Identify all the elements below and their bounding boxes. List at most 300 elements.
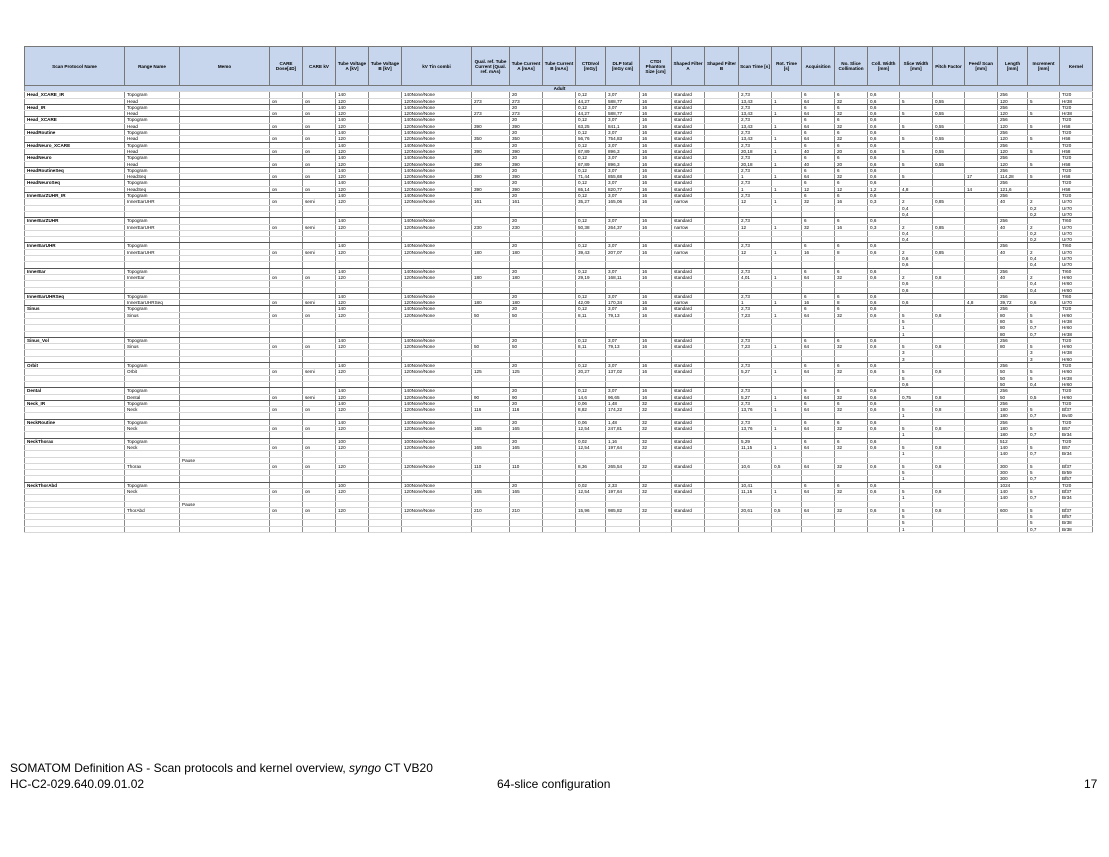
table-cell: 20 (510, 167, 543, 173)
table-cell: 230 (510, 224, 543, 230)
table-cell: 1 (772, 369, 802, 375)
table-cell: 32 (835, 312, 868, 318)
table-cell: 256 (998, 142, 1028, 148)
table-cell: 390 (472, 174, 510, 180)
table-cell: 0,4 (1028, 281, 1060, 287)
table-cell: 13,76 (739, 426, 772, 432)
table-cell: Topogram (125, 180, 180, 186)
table-cell: 3,07 (606, 243, 640, 249)
table-cell: Hr38 (1060, 350, 1093, 356)
table-cell: 2,73 (739, 167, 772, 173)
table-cell: Topogram (125, 482, 180, 488)
table-cell: standard (672, 363, 705, 369)
table-cell (772, 526, 802, 532)
table-cell: 16 (640, 92, 672, 98)
table-cell: 64 (802, 174, 835, 180)
table-cell: 197,64 (606, 489, 640, 495)
table-cell: InnerEarUHRSeq (125, 300, 180, 306)
page-number: 17 (1084, 777, 1098, 791)
table-cell: 6 (802, 293, 835, 299)
table-cell: 0,6 (868, 293, 900, 299)
table-cell: 0,6 (900, 287, 933, 293)
table-cell (640, 526, 672, 532)
table-cell: 0,6 (868, 155, 900, 161)
table-cell: B57 (1060, 444, 1093, 450)
table-cell: on (270, 489, 303, 495)
table-cell: standard (672, 193, 705, 199)
table-cell: 0,6 (868, 489, 900, 495)
table-cell: 6 (802, 142, 835, 148)
table-cell: 1 (772, 98, 802, 104)
table-cell: 20 (510, 92, 543, 98)
table-cell: 32 (835, 444, 868, 450)
table-cell: 0,12 (576, 155, 606, 161)
table-cell: 0,12 (576, 218, 606, 224)
table-cell: 5 (1028, 148, 1060, 154)
table-cell: 16 (640, 167, 672, 173)
table-cell: Tr20 (1060, 155, 1093, 161)
table-cell: 32 (835, 111, 868, 117)
table-cell: 0,6 (868, 136, 900, 142)
table-cell: Topogram (125, 419, 180, 425)
table-cell: 2,73 (739, 155, 772, 161)
table-cell: 3 (1028, 350, 1060, 356)
table-cell: on (270, 136, 303, 142)
table-cell: 6 (835, 337, 868, 343)
table-cell: standard (672, 167, 705, 173)
table-cell: 140 (998, 495, 1028, 501)
table-cell: 121,6 (998, 186, 1028, 192)
table-cell: 0,6 (868, 274, 900, 280)
table-cell: standard (672, 463, 705, 469)
table-cell: Tr20 (1060, 193, 1093, 199)
table-cell: standard (672, 148, 705, 154)
table-cell: 64 (802, 312, 835, 318)
table-cell: 2 (1028, 274, 1060, 280)
table-cell: 6 (835, 438, 868, 444)
table-cell: Bf37 (1060, 489, 1093, 495)
table-cell: 140None/None (402, 193, 472, 199)
table-cell: Neck_IR (25, 400, 125, 406)
table-cell: 3,07 (606, 388, 640, 394)
table-cell (965, 526, 998, 532)
table-cell: Tr20 (1060, 482, 1093, 488)
table-cell: 120None/None (402, 369, 472, 375)
table-cell: 256 (998, 193, 1028, 199)
header-row (25, 47, 1093, 86)
table-cell: Pause (180, 457, 270, 463)
table-cell: 6 (802, 243, 835, 249)
table-cell: H58 (1060, 148, 1093, 154)
footer-title-prefix: SOMATOM Definition AS - Scan protocols and kernel overview, (10, 761, 350, 775)
table-cell: 170,34 (606, 300, 640, 306)
table-cell: 140 (336, 92, 369, 98)
table-cell (606, 526, 640, 532)
table-cell: 0,4 (1028, 381, 1060, 387)
table-cell: 120None/None (402, 394, 472, 400)
table-cell: H58 (1060, 161, 1093, 167)
table-cell: 754,83 (606, 136, 640, 142)
table-cell: 8,82 (576, 407, 606, 413)
table-cell: 35,27 (576, 199, 606, 205)
table-cell: 256 (998, 400, 1028, 406)
table-cell: 5 (1028, 407, 1060, 413)
table-cell: 3,07 (606, 337, 640, 343)
table-cell: 120 (336, 249, 369, 255)
table-cell: 140None/None (402, 117, 472, 123)
table-cell: 2,73 (739, 104, 772, 110)
table-cell: 140 (336, 243, 369, 249)
table-cell: NeckThorAbd (25, 482, 125, 488)
table-cell: 2,73 (739, 130, 772, 136)
table-cell: 0,6 (868, 363, 900, 369)
table-cell: Tr20 (1060, 142, 1093, 148)
footer-title-suffix: CT VB20 (381, 761, 433, 775)
table-cell: 0,5 (772, 507, 802, 513)
table-cell: 40 (998, 224, 1028, 230)
table-cell: 120 (336, 98, 369, 104)
table-cell: 32 (802, 199, 835, 205)
table-cell: 140None/None (402, 337, 472, 343)
table-cell: 8,36 (576, 463, 606, 469)
table-cell: 4,8 (900, 186, 933, 192)
table-cell: 0,6 (868, 249, 900, 255)
table-cell: 2,73 (739, 243, 772, 249)
table-cell: 120 (336, 300, 369, 306)
table-cell: 16 (640, 199, 672, 205)
table-cell: 3,07 (606, 117, 640, 123)
table-cell: HeadSeq (125, 186, 180, 192)
table-cell: 0,2 (1028, 205, 1060, 211)
table-cell: 64 (802, 98, 835, 104)
table-cell: 140None/None (402, 400, 472, 406)
table-cell: 0,2 (1028, 230, 1060, 236)
table-cell: 13,76 (739, 407, 772, 413)
table-cell: 4,8 (965, 300, 998, 306)
table-cell: 180 (998, 413, 1028, 419)
table-cell: on (270, 507, 303, 513)
protocol-table-wrapper (24, 46, 1082, 533)
table-cell: 64 (802, 394, 835, 400)
table-cell: standard (672, 130, 705, 136)
table-cell: 256 (998, 268, 1028, 274)
table-cell: Topogram (125, 388, 180, 394)
table-cell: 5 (1028, 375, 1060, 381)
table-cell: 390 (472, 148, 510, 154)
table-cell: 0,8 (933, 489, 965, 495)
table-cell: standard (672, 111, 705, 117)
table-cell: 256 (998, 363, 1028, 369)
table-cell: 5 (900, 161, 933, 167)
table-cell: 247,81 (606, 426, 640, 432)
table-cell: 0,6 (868, 300, 900, 306)
table-cell (369, 526, 402, 532)
table-cell: Br34 (1060, 495, 1093, 501)
table-cell: Topogram (125, 104, 180, 110)
table-cell: 273 (472, 111, 510, 117)
table-cell: 40 (802, 161, 835, 167)
table-cell: 40 (998, 249, 1028, 255)
table-cell: InnerEarZUHR (25, 218, 125, 224)
table-cell: 256 (998, 117, 1028, 123)
table-cell: 6 (802, 193, 835, 199)
table-cell: 16 (640, 155, 672, 161)
table-cell: 6 (835, 243, 868, 249)
table-cell: 65,14 (576, 186, 606, 192)
table-cell: 32 (835, 344, 868, 350)
table-cell: 140 (998, 451, 1028, 457)
table-cell: 140 (336, 117, 369, 123)
table-cell: 32 (835, 426, 868, 432)
table-cell: 6 (835, 306, 868, 312)
table-cell: 2,73 (739, 142, 772, 148)
table-cell: 3,07 (606, 180, 640, 186)
table-cell: 3,07 (606, 293, 640, 299)
table-cell: 5 (900, 136, 933, 142)
table-cell: on (303, 274, 336, 280)
table-cell: 180 (510, 274, 543, 280)
table-cell: 13,43 (739, 123, 772, 129)
table-cell: 0,6 (868, 268, 900, 274)
table-cell: 120None/None (402, 444, 472, 450)
table-cell: 390 (510, 161, 543, 167)
table-cell: 16 (640, 117, 672, 123)
table-cell: Topogram (125, 306, 180, 312)
table-cell: 140 (336, 268, 369, 274)
table-cell: Hr38 (1060, 375, 1093, 381)
table-cell: Ur70 (1060, 199, 1093, 205)
table-cell: 50,38 (576, 224, 606, 230)
table-cell: standard (672, 400, 705, 406)
table-cell: 56,76 (576, 136, 606, 142)
table-cell: 12,54 (576, 444, 606, 450)
table-cell: 5 (900, 111, 933, 117)
table-cell: 390 (472, 186, 510, 192)
table-cell: 841,1 (606, 123, 640, 129)
table-cell: 3,07 (606, 306, 640, 312)
table-cell: 32 (835, 463, 868, 469)
table-cell: 0,4 (900, 205, 933, 211)
table-cell: InnerEarUHR (125, 249, 180, 255)
table-cell: 3,07 (606, 218, 640, 224)
table-cell: 140None/None (402, 363, 472, 369)
table-cell: 0,6 (900, 300, 933, 306)
table-cell: narrow (672, 249, 705, 255)
table-cell: 820,77 (606, 186, 640, 192)
table-cell: 0,06 (576, 419, 606, 425)
table-cell: Head (125, 98, 180, 104)
table-cell: 16 (640, 136, 672, 142)
table-cell: 32 (640, 400, 672, 406)
table-cell: 120None/None (402, 300, 472, 306)
table-cell: 64 (802, 426, 835, 432)
table-cell: 2,73 (739, 306, 772, 312)
column-header: No. Slice Collimation (835, 47, 868, 86)
table-cell: standard (672, 293, 705, 299)
table-cell: 120 (336, 369, 369, 375)
table-cell: 16 (640, 344, 672, 350)
table-cell: 8,11 (576, 312, 606, 318)
table-cell: 120None/None (402, 123, 472, 129)
table-cell: 120 (998, 148, 1028, 154)
table-cell: Bf37 (1060, 407, 1093, 413)
table-cell: 140None/None (402, 130, 472, 136)
table-cell: 6 (802, 438, 835, 444)
table-cell: 140 (336, 142, 369, 148)
table-cell: 140 (336, 218, 369, 224)
table-cell: 6 (835, 268, 868, 274)
table-cell: 0,55 (933, 98, 965, 104)
table-cell: 100 (336, 482, 369, 488)
table-cell: 5 (900, 507, 933, 513)
table-cell: 1 (772, 148, 802, 154)
table-cell: 64 (802, 274, 835, 280)
table-cell: 16 (802, 249, 835, 255)
table-cell: 5 (900, 426, 933, 432)
table-cell: Hr38 (1060, 98, 1093, 104)
table-cell: 5 (1028, 174, 1060, 180)
table-cell: 2,73 (739, 218, 772, 224)
table-cell: 0,7 (1028, 476, 1060, 482)
table-cell: 8,11 (576, 344, 606, 350)
table-cell: 140None/None (402, 268, 472, 274)
table-cell: 64 (802, 111, 835, 117)
table-cell: 120 (336, 186, 369, 192)
table-cell: 168,11 (606, 274, 640, 280)
table-cell: 120None/None (402, 489, 472, 495)
table-cell: 12 (835, 186, 868, 192)
table-cell: 5 (900, 444, 933, 450)
table-cell: 0,8 (933, 507, 965, 513)
table-cell: 64 (802, 444, 835, 450)
table-cell: Tr20 (1060, 363, 1093, 369)
table-cell: 5 (900, 470, 933, 476)
table-cell: 20,61 (739, 507, 772, 513)
column-header: Length [mm] (998, 47, 1028, 86)
table-cell (933, 526, 965, 532)
table-cell: on (270, 463, 303, 469)
table-cell: on (303, 444, 336, 450)
table-cell: 5 (900, 148, 933, 154)
table-cell: 16 (640, 130, 672, 136)
table-cell: 180 (998, 426, 1028, 432)
table-cell: standard (672, 98, 705, 104)
table-cell: 174,22 (606, 407, 640, 413)
table-cell: 6 (802, 419, 835, 425)
table-cell: HeadNeuro_XCARE (25, 142, 125, 148)
table-cell: 0,12 (576, 142, 606, 148)
table-cell: 180 (510, 249, 543, 255)
footer-configuration: 64-slice configuration (497, 777, 611, 791)
table-cell: 0,6 (868, 444, 900, 450)
table-cell: 0,12 (576, 117, 606, 123)
table-cell: 3,07 (606, 142, 640, 148)
table-cell: 80 (998, 318, 1028, 324)
table-cell: Tr20 (1060, 167, 1093, 173)
table-cell: standard (672, 438, 705, 444)
table-cell: 50 (998, 369, 1028, 375)
table-cell: 1 (739, 174, 772, 180)
table-cell: 256 (998, 180, 1028, 186)
table-cell: 5 (900, 520, 933, 526)
table-cell: 3,07 (606, 268, 640, 274)
table-cell: 0,12 (576, 130, 606, 136)
table-cell: 2,73 (739, 388, 772, 394)
table-cell: 0,85 (933, 199, 965, 205)
table-cell: on (303, 312, 336, 318)
table-cell: 0,6 (868, 117, 900, 123)
table-cell: Topogram (125, 218, 180, 224)
table-cell: Topogram (125, 167, 180, 173)
table-cell: 71,44 (576, 174, 606, 180)
table-cell: 2 (1028, 249, 1060, 255)
table-cell: 17 (965, 174, 998, 180)
table-cell: 79,13 (606, 312, 640, 318)
column-header: CARE kV (303, 47, 336, 86)
table-cell: 161 (510, 199, 543, 205)
table-cell: Br34 (1060, 451, 1093, 457)
table-cell: 10,6 (739, 463, 772, 469)
table-cell: 1 (900, 331, 933, 337)
table-cell: 32 (835, 489, 868, 495)
table-cell: 0,8 (933, 394, 965, 400)
table-cell: on (270, 249, 303, 255)
table-cell: 140 (336, 388, 369, 394)
table-cell: 165 (472, 444, 510, 450)
table-cell: 120 (336, 174, 369, 180)
table-cell: 32 (640, 419, 672, 425)
table-cell: 0,4 (1028, 287, 1060, 293)
table-cell: standard (672, 482, 705, 488)
table-cell: 0,6 (868, 312, 900, 318)
table-cell: 16 (640, 111, 672, 117)
table-cell: Head (125, 161, 180, 167)
table-cell: Ur70 (1060, 300, 1093, 306)
table-cell: Pause (180, 501, 270, 507)
table-cell: 6 (835, 218, 868, 224)
table-cell: Topogram (125, 400, 180, 406)
table-cell: 140None/None (402, 180, 472, 186)
table-cell: 165 (472, 489, 510, 495)
table-cell: 140None/None (402, 218, 472, 224)
table-cell: 7,23 (739, 312, 772, 318)
table-cell: Head_IR (25, 104, 125, 110)
table-cell: on (303, 463, 336, 469)
table-cell: on (303, 186, 336, 192)
table-cell: 120 (336, 507, 369, 513)
table-cell (835, 526, 868, 532)
table-cell: 11,15 (739, 444, 772, 450)
table-cell: 1 (772, 274, 802, 280)
table-cell: 300 (998, 476, 1028, 482)
table-cell: InnerEarUHR (25, 243, 125, 249)
table-cell: 16 (640, 98, 672, 104)
table-cell: 20 (510, 117, 543, 123)
table-cell: 6 (835, 419, 868, 425)
table-cell: 16 (640, 312, 672, 318)
table-cell: 6 (835, 193, 868, 199)
table-cell: 50 (510, 344, 543, 350)
table-cell: Dental (25, 388, 125, 394)
table-cell: 120None/None (402, 463, 472, 469)
table-cell: 256 (998, 155, 1028, 161)
table-cell: 1 (772, 186, 802, 192)
table-cell: 8 (835, 249, 868, 255)
table-cell: 16 (640, 104, 672, 110)
table-cell: Orbit (125, 369, 180, 375)
table-cell: 50 (510, 312, 543, 318)
table-cell: InnerEarUHRSeq (25, 293, 125, 299)
